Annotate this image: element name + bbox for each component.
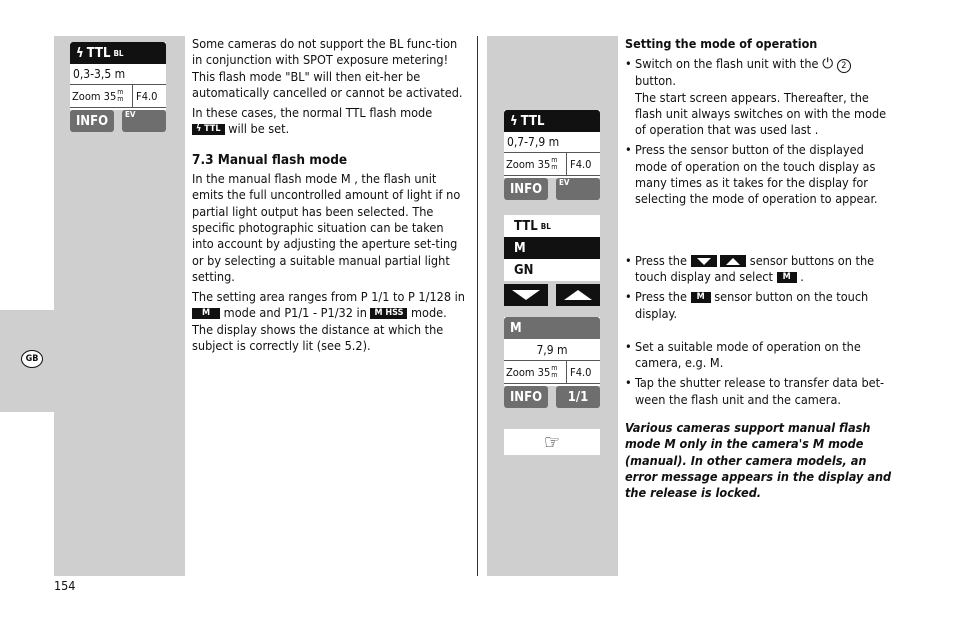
para2-text-a: In these cases, the normal TTL flash mode	[192, 105, 433, 121]
para2-text-b: will be set.	[228, 121, 290, 137]
b5-text: Set a suitable mode of operation on the camera, e.g. M.	[635, 338, 861, 371]
paragraph-manual-mode: In the manual flash mode M , the flash unit emits the full uncontrolled amount of light if no partial light output has been selected. The specific photographic situation can be taken into account by adjusting the aperture set-ting or by selecting a suitable manual partial light setting.	[192, 171, 461, 284]
step-press-arrows: • Press the sensor buttons on the touch display and select M .	[625, 253, 897, 286]
flash-ttl-icon-label: TTL	[204, 124, 221, 135]
lcd-header[interactable]	[504, 110, 600, 132]
lcd-aperture: F4.0	[136, 89, 158, 103]
zoom-unit-top: m	[551, 364, 558, 372]
mode-item-gn[interactable]	[504, 259, 600, 281]
lcd-zoom-value: Zoom 35	[72, 89, 117, 103]
flash-ttl-icon: ϟ TTL	[192, 124, 225, 135]
flash-icon: ϟ	[76, 45, 84, 61]
mode-m-icon	[691, 292, 711, 303]
circled-number-label: 2	[841, 61, 847, 72]
section-heading: 7.3 Manual flash mode	[192, 151, 348, 168]
para4-text-a: The setting area ranges from P 1/1 to P 1/128 in	[192, 289, 465, 305]
lcd-zoom-row	[504, 153, 600, 176]
mode-m-icon-label: M	[782, 271, 791, 282]
step-shutter-release	[625, 375, 897, 408]
lcd-header[interactable]	[70, 42, 166, 64]
lcd-range	[504, 339, 600, 361]
lcd-range-value: 7,9 m	[536, 342, 568, 357]
mode-m-icon-label: M	[696, 292, 705, 303]
b3-text-a: Press the	[635, 252, 687, 268]
info-button[interactable]	[504, 178, 548, 200]
language-badge-label: GB	[25, 354, 39, 364]
lcd-header-sup: BL	[113, 48, 124, 58]
ev-button[interactable]	[556, 178, 600, 200]
mode-select-menu	[504, 215, 600, 306]
arrow-down-icon	[511, 289, 541, 301]
ev-button[interactable]	[122, 110, 166, 132]
lcd-header-label: M	[510, 320, 522, 336]
lcd-screen-manual	[504, 317, 600, 408]
para4-text-c: mode. The display shows the distance at which the subject is correctly lit (see 5.2).	[192, 305, 447, 354]
lcd-screen-ttl	[504, 110, 600, 200]
mode-item-ttl-bl-sup: BL	[540, 221, 551, 231]
paragraph-ttl-fallback	[192, 105, 468, 138]
step-switch-on	[625, 56, 897, 138]
partial-light-button[interactable]	[556, 386, 600, 408]
lcd-zoom-value: Zoom 35	[506, 365, 551, 379]
arrow-up-icon	[563, 289, 593, 301]
mode-m-icon-label: M	[202, 308, 211, 319]
info-button-label: INFO	[509, 389, 543, 405]
zoom-unit-top: m	[117, 88, 124, 96]
b4-text-b: sensor button on the touch display.	[635, 289, 869, 321]
mode-item-ttl-bl[interactable]	[504, 215, 600, 237]
page-number: 154	[54, 578, 76, 593]
paragraph-bl-warning: Some cameras do not support the BL func-tion in conjunction with SPOT exposure metering! This flash mode "BL" will then eit-her be automatically cancelled or cannot be activated.	[192, 36, 463, 100]
lcd-header-label: TTL	[86, 45, 111, 61]
lcd-header[interactable]	[504, 317, 600, 339]
mode-m-icon	[192, 308, 220, 319]
lcd-aperture: F4.0	[570, 157, 592, 171]
camera-note: Various cameras support manual flash mode M only in the camera's M mode (manual). In other camera models, an error message appears in the display and the release is locked.	[625, 420, 892, 501]
lcd-zoom-value: Zoom 35	[506, 157, 551, 171]
lcd-screen-ttl-bl	[70, 42, 166, 132]
lcd-zoom-row	[70, 85, 166, 108]
flash-icon: ϟ	[510, 113, 518, 129]
lcd-range	[504, 132, 600, 153]
b6-text: Tap the shutter release to transfer data bet-ween the flash unit and the camera.	[635, 375, 885, 407]
up-sensor-icon	[720, 255, 746, 267]
column-divider	[477, 36, 478, 576]
lcd-range-value: 0,7-7,9 m	[507, 135, 560, 149]
zoom-unit-top: m	[551, 156, 558, 164]
note-box	[504, 429, 600, 455]
step-press-m	[625, 289, 897, 322]
right-text-column	[625, 36, 897, 502]
mode-item-gn-label: GN	[514, 262, 534, 278]
b4-text-a: Press the	[635, 289, 687, 305]
mode-item-m-label: M	[514, 240, 526, 256]
down-sensor-icon	[691, 255, 717, 267]
step-press-mode	[625, 142, 897, 207]
language-badge	[21, 350, 43, 368]
mode-item-ttl-bl-label: TTL	[514, 218, 538, 234]
lcd-range-value: 0,3-3,5 m	[73, 67, 126, 81]
right-heading: Setting the mode of operation	[625, 36, 818, 51]
b3-text-b: sensor buttons on the touch display and select	[635, 252, 875, 284]
lcd-aperture: F4.0	[570, 365, 592, 379]
lcd-zoom-row	[504, 361, 600, 384]
b2-text: Press the sensor button of the displayed mode of operation on the touch display as many times as it takes for the display for selecting the mode of operation to appear.	[635, 142, 878, 207]
mode-item-m[interactable]	[504, 237, 600, 259]
lcd-header-label: TTL	[520, 113, 545, 129]
b1-text-a: Switch on the flash unit with the	[635, 56, 819, 72]
partial-light-button-label: 1/1	[567, 389, 589, 405]
mode-m-hss-icon-label: M HSS	[374, 308, 404, 319]
b1-text-c: The start screen appears. Thereafter, the flash unit always switches on with the mode of operation that was used last .	[635, 89, 887, 138]
info-button[interactable]	[70, 110, 114, 132]
left-text-column	[192, 36, 468, 354]
ev-button-label: EV	[125, 110, 136, 119]
mode-m-hss-icon	[370, 308, 407, 319]
pointing-hand-icon: ☞	[543, 430, 561, 454]
circled-number-icon	[837, 59, 851, 73]
paragraph-setting-range	[192, 289, 468, 354]
step-camera-mode	[625, 339, 897, 372]
zoom-unit-bottom: m	[551, 371, 558, 379]
ev-button-label: EV	[559, 178, 570, 187]
b1-text-b: button.	[635, 73, 676, 89]
power-icon: ⏻	[822, 56, 834, 73]
lcd-range	[70, 64, 166, 85]
para4-text-b: mode and P1/1 - P1/32 in	[223, 305, 367, 321]
zoom-unit-bottom: m	[117, 95, 124, 103]
arrow-up-button[interactable]	[556, 284, 600, 306]
info-button-label: INFO	[75, 113, 109, 129]
arrow-down-button[interactable]	[504, 284, 548, 306]
zoom-unit-bottom: m	[551, 163, 558, 171]
info-button[interactable]	[504, 386, 548, 408]
mode-m-icon	[777, 272, 797, 283]
info-button-label: INFO	[509, 181, 543, 197]
